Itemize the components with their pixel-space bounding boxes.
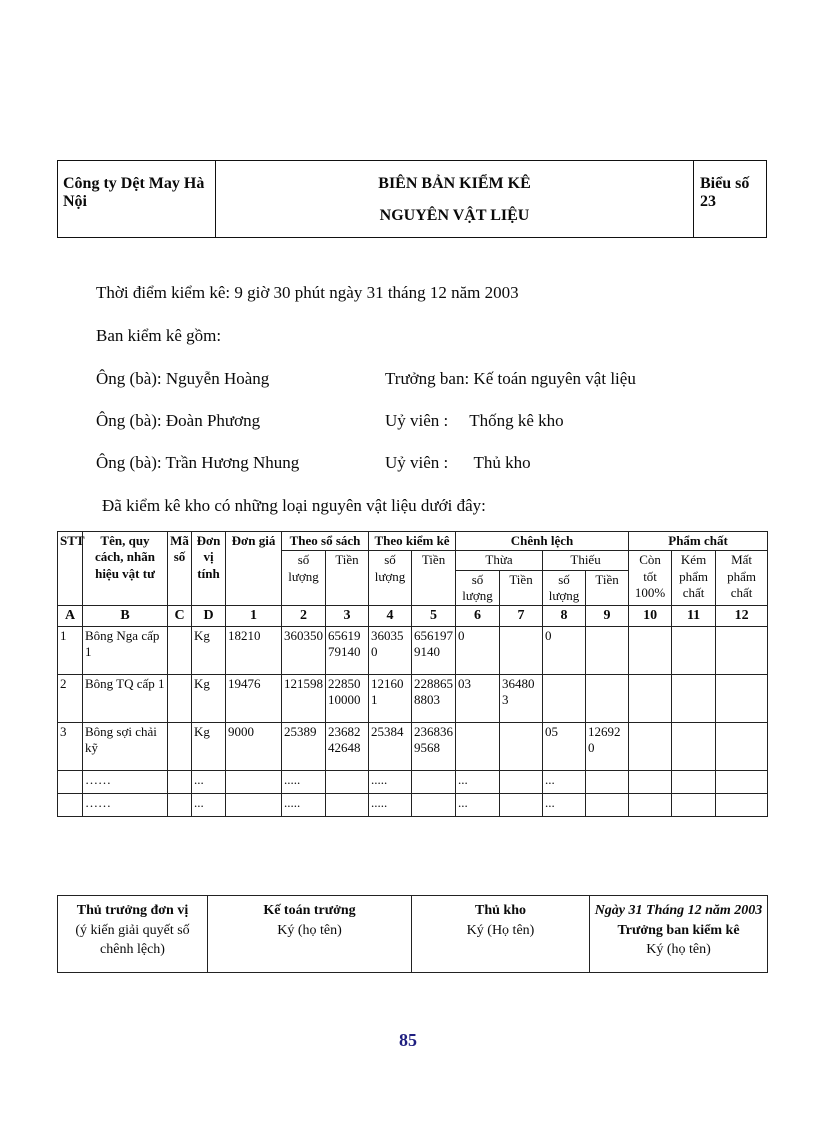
table-cell (412, 770, 456, 793)
column-index-cell: 7 (500, 606, 543, 627)
table-cell: 364803 (500, 674, 543, 722)
table-cell (168, 674, 192, 722)
table-cell: ..... (369, 793, 412, 816)
table-cell: ..... (282, 770, 326, 793)
table-cell (716, 770, 768, 793)
table-cell (629, 674, 672, 722)
table-cell: 360350 (369, 626, 412, 674)
signature-title: Trưởng ban kiểm kê (617, 922, 740, 938)
header-shortage-qty: số lượng (543, 570, 586, 606)
signature-table (57, 895, 768, 973)
table-cell: Kg (192, 674, 226, 722)
signature-note: Ký (họ tên) (277, 922, 342, 938)
table-cell (586, 626, 629, 674)
header-price: Đơn giá (226, 532, 282, 606)
table-row (58, 722, 768, 770)
table-cell (226, 793, 282, 816)
table-cell: ... (543, 793, 586, 816)
table-cell: 0 (543, 626, 586, 674)
table-cell: 0 (456, 626, 500, 674)
column-index-cell: 6 (456, 606, 500, 627)
header-counted: Theo kiểm kê (369, 532, 456, 551)
table-cell: 19476 (226, 674, 282, 722)
column-index-cell: D (192, 606, 226, 627)
table-cell: …… (83, 793, 168, 816)
table-cell: Bông TQ cấp 1 (83, 674, 168, 722)
table-cell: ..... (282, 793, 326, 816)
member-name: Ông (bà): Đoàn Phương (96, 411, 261, 430)
member-name: Ông (bà): Trần Hương Nhung (96, 453, 300, 472)
form-number-cell (693, 161, 766, 237)
table-cell: ..... (369, 770, 412, 793)
title-cell (216, 161, 693, 237)
inventory-time: Thời điểm kiểm kê: 9 giờ 30 phút ngày 31 tháng 12 năm 2003 (96, 283, 519, 302)
header-books-qty: số lượng (282, 551, 326, 606)
table-cell: 126920 (586, 722, 629, 770)
table-cell (412, 793, 456, 816)
table-cell: 25384 (369, 722, 412, 770)
table-row (58, 770, 768, 793)
signature-date: Ngày 31 Tháng 12 năm 2003 (594, 903, 763, 918)
table-cell: Bông Nga cấp 1 (83, 626, 168, 674)
table-cell (58, 793, 83, 816)
column-index-cell: 5 (412, 606, 456, 627)
table-cell (716, 722, 768, 770)
table-cell (672, 770, 716, 793)
table-cell (500, 626, 543, 674)
header-code: Mã số (168, 532, 192, 606)
table-cell: 2288658803 (412, 674, 456, 722)
signature-note: Ký (họ tên) (646, 942, 711, 958)
table-cell: ... (192, 770, 226, 793)
table-cell (500, 722, 543, 770)
header-difference: Chênh lệch (456, 532, 629, 551)
table-cell (716, 793, 768, 816)
table-cell: ... (192, 793, 226, 816)
column-index-cell: 1 (226, 606, 282, 627)
table-cell (716, 674, 768, 722)
header-unit: Đơn vị tính (192, 532, 226, 606)
member-role: Trưởng ban: Kế toán nguyên vật liệu (385, 369, 636, 388)
table-cell: ... (543, 770, 586, 793)
table-cell (168, 626, 192, 674)
table-cell: 9000 (226, 722, 282, 770)
table-body (58, 626, 768, 816)
member-role: Uỷ viên : Thống kê kho (385, 411, 564, 430)
table-cell (326, 793, 369, 816)
header-lost: Mất phẩm chất (716, 551, 768, 606)
column-index-cell: B (83, 606, 168, 627)
signature-chief-accountant (208, 896, 412, 973)
header-poor: Kém phẩm chất (672, 551, 716, 606)
intro-text: Đã kiểm kê kho có những loại nguyên vật liệu dưới đây: (102, 496, 486, 515)
signature-warehouse-keeper (412, 896, 590, 973)
member-name: Ông (bà): Nguyễn Hoàng (96, 369, 270, 388)
header-shortage-money: Tiền (586, 570, 629, 606)
table-cell (672, 722, 716, 770)
table-cell (586, 793, 629, 816)
table-cell (716, 626, 768, 674)
header-counted-qty: số lượng (369, 551, 412, 606)
header-surplus-money: Tiền (500, 570, 543, 606)
table-cell: 2 (58, 674, 83, 722)
committee-label: Ban kiểm kê gồm: (96, 326, 222, 345)
table-cell: 121601 (369, 674, 412, 722)
table-cell (586, 674, 629, 722)
signature-row (58, 896, 768, 973)
table-cell (629, 722, 672, 770)
header-quality: Phẩm chất (629, 532, 768, 551)
table-cell (168, 770, 192, 793)
signature-title: Kế toán trưởng (263, 903, 356, 918)
table-cell (629, 626, 672, 674)
column-index-cell: 11 (672, 606, 716, 627)
table-cell (586, 770, 629, 793)
signature-committee-head (590, 896, 768, 973)
table-cell: ... (456, 793, 500, 816)
table-cell: 03 (456, 674, 500, 722)
form-number: Biểu số 23 (700, 175, 750, 210)
table-cell: …… (83, 770, 168, 793)
document-title: BIÊN BẢN KIỂM KÊ (378, 175, 531, 192)
table-cell (672, 674, 716, 722)
column-index-cell: C (168, 606, 192, 627)
company-cell (58, 161, 216, 237)
signature-note: Ký (Họ tên) (466, 922, 535, 938)
signature-director (58, 896, 208, 973)
table-cell (326, 770, 369, 793)
company-name: Công ty Dệt May Hà Nội (63, 175, 205, 210)
column-index-cell: 8 (543, 606, 586, 627)
table-cell: 18210 (226, 626, 282, 674)
header-books-money: Tiền (326, 551, 369, 606)
signature-title: Thủ trưởng đơn vị (76, 903, 189, 918)
table-cell: 05 (543, 722, 586, 770)
table-cell (543, 674, 586, 722)
signature-title: Thủ kho (475, 903, 526, 918)
header-surplus: Thừa (456, 551, 543, 570)
table-cell (629, 770, 672, 793)
column-index-cell: 9 (586, 606, 629, 627)
table-row (58, 626, 768, 674)
table-cell: 2285010000 (326, 674, 369, 722)
header-surplus-qty: số lượng (456, 570, 500, 606)
table-cell: 3 (58, 722, 83, 770)
column-index-cell: 4 (369, 606, 412, 627)
table-cell: Kg (192, 722, 226, 770)
table-row (58, 793, 768, 816)
inventory-table (57, 531, 768, 817)
header-good: Còn tốt 100% (629, 551, 672, 606)
header-shortage: Thiếu (543, 551, 629, 570)
page-number: 85 (399, 1030, 417, 1050)
header-row (58, 532, 768, 551)
table-cell (500, 770, 543, 793)
table-cell (500, 793, 543, 816)
table-cell: 360350 (282, 626, 326, 674)
table-cell: 6561979140 (412, 626, 456, 674)
table-cell: Kg (192, 626, 226, 674)
table-cell: 2368369568 (412, 722, 456, 770)
table-cell (672, 626, 716, 674)
table-cell (456, 722, 500, 770)
table-cell: 25389 (282, 722, 326, 770)
table-cell (168, 793, 192, 816)
document-subtitle: NGUYÊN VẬT LIỆU (379, 207, 530, 224)
member-role: Uỷ viên : Thủ kho (385, 453, 531, 472)
column-index-row (58, 606, 768, 627)
table-cell: 2368242648 (326, 722, 369, 770)
header-books: Theo sổ sách (282, 532, 369, 551)
column-index-cell: 2 (282, 606, 326, 627)
header-stt: STT (58, 532, 83, 606)
document-header (57, 160, 767, 238)
column-index-cell: A (58, 606, 83, 627)
column-index-cell: 12 (716, 606, 768, 627)
signature-note: (ý kiến giải quyết số chênh lệch) (75, 922, 190, 958)
table-cell (168, 722, 192, 770)
table-cell: 1 (58, 626, 83, 674)
table-cell: 121598 (282, 674, 326, 722)
table-cell (672, 793, 716, 816)
table-cell: ... (456, 770, 500, 793)
header-counted-money: Tiền (412, 551, 456, 606)
column-index-cell: 3 (326, 606, 369, 627)
header-name: Tên, quy cách, nhãn hiệu vật tư (83, 532, 168, 606)
table-cell: 6561979140 (326, 626, 369, 674)
table-cell (58, 770, 83, 793)
table-cell: Bông sợi chải kỹ (83, 722, 168, 770)
column-index-cell: 10 (629, 606, 672, 627)
table-cell (629, 793, 672, 816)
table-cell (226, 770, 282, 793)
table-row (58, 674, 768, 722)
